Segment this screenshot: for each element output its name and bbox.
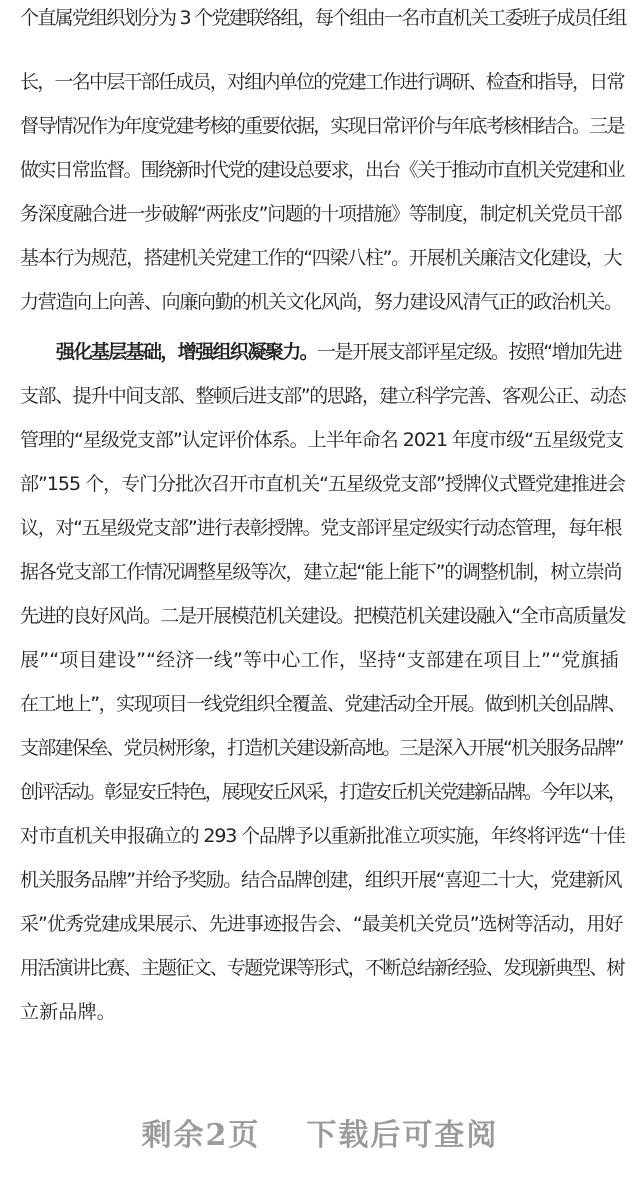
text-line: 用活演讲比赛、主题征文、专题党课等形式，不断总结新经验、发现新典型、树 <box>20 957 624 979</box>
download-to-view-label: 下载后可查阅 <box>306 1118 499 1153</box>
text-line: 先进的良好风尚。二是开展模范机关建设。把模范机关建设融入“全市高质量发 <box>20 605 626 627</box>
remaining-pages-label: 剩余2页 <box>141 1118 261 1153</box>
text-line: 长，一名中层干部任成员，对组内单位的党建工作进行调研、检查和指导，日常 <box>20 71 624 93</box>
text-run: 一是开展支部评星定级。按照“增加先进 <box>317 341 622 363</box>
text-line: 督导情况作为年度党建考核的重要依据，实现日常评价与年底考核相结合。三是 <box>20 115 624 137</box>
text-line: 支部建保垒、党员树形象，打造机关建设新高地。三是深入开展“机关服务品牌” <box>20 737 623 759</box>
text-line: 支部、提升中间支部、整顿后进支部”的思路，建立科学完善、客观公正、动态 <box>20 385 626 407</box>
text-line: 展”“项目建设”“经济一线”等中心工作，坚持“支部建在项目上”“党旗插 <box>20 649 619 671</box>
text-line: 在工地上”，实现项目一线党组织全覆盖、党建活动全开展。做到机关创品牌、 <box>20 693 626 715</box>
paragraph-first-line <box>56 340 625 364</box>
download-prompt[interactable] <box>0 1116 640 1156</box>
text-line: 对市直机关申报确立的 293 个品牌予以重新批准立项实施，年终将评选“十佳 <box>20 825 625 847</box>
text-line: 务深度融合进一步破解“两张皮”问题的十项措施》等制度，制定机关党员干部 <box>20 203 622 225</box>
text-line: 基本行为规范，搭建机关党建工作的“四梁八柱”。开展机关廉洁文化建设，大 <box>20 247 622 269</box>
text-line: 个直属党组织划分为 3 个党建联络组，每个组由一名市直机关工委班子成员任组 <box>20 7 626 29</box>
text-line: 立新品牌。 <box>20 1001 117 1023</box>
text-line: 机关服务品牌”并给予奖励。结合品牌创建，组织开展“喜迎二十大，党建新风 <box>20 869 622 891</box>
text-line: 采”优秀党建成果展示、先进事迹报告会、“最美机关党员”选树等活动，用好 <box>20 913 623 935</box>
text-line: 创评活动。彰显安丘特色，展现安丘风采，打造安丘机关党建新品牌。今年以来， <box>20 781 625 803</box>
text-line: 议，对“五星级党支部”进行表彰授牌。党支部评星定级实行动态管理，每年根 <box>20 517 622 539</box>
text-line: 管理的“星级党支部”认定评价体系。上半年命名 2021 年度市级“五星级党支 <box>20 429 623 451</box>
text-line: 部”155 个，专门分批次召开市直机关“五星级党支部”授牌仪式暨党建推进会 <box>20 473 625 495</box>
paragraph-heading: 强化基层基础，增强组织凝聚力。 <box>56 341 318 363</box>
text-line: 力营造向上向善、向廉向勤的机关文化风尚，努力建设风清气正的政治机关。 <box>20 291 622 313</box>
text-line: 做实日常监督。围绕新时代党的建设总要求，出台《关于推动市直机关党建和业 <box>20 159 624 181</box>
text-line: 据各党支部工作情况调整星级等次，建立起“能上能下”的调整机制，树立崇尚 <box>20 561 622 583</box>
